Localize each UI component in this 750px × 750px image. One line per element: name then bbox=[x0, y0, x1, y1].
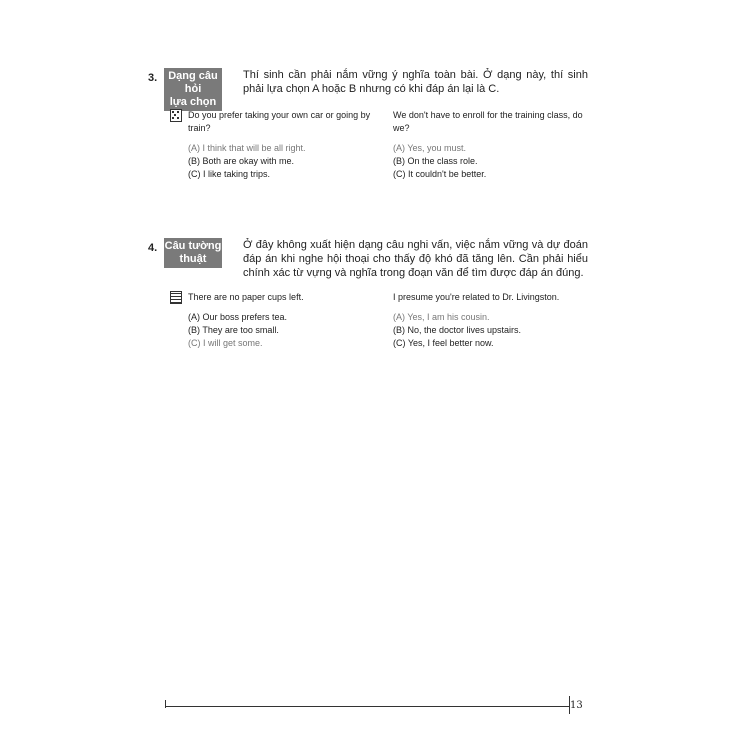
option-c: (C) It couldn't be better. bbox=[393, 169, 487, 179]
section-badge: Câu tường thuật bbox=[164, 238, 222, 268]
question-text: There are no paper cups left. bbox=[188, 292, 304, 302]
dice-icon bbox=[170, 109, 182, 122]
option-b: (B) On the class role. bbox=[393, 156, 478, 166]
section-badge: Dạng câu hỏi lựa chọn bbox=[164, 68, 222, 111]
option-c: (C) I will get some. bbox=[188, 338, 263, 348]
option-a: (A) Yes, I am his cousin. bbox=[393, 312, 490, 322]
option-a: (A) Yes, you must. bbox=[393, 143, 467, 153]
section-number: 4. bbox=[148, 242, 158, 254]
option-a: (A) Our boss prefers tea. bbox=[188, 312, 288, 322]
section-description: Ở đây không xuất hiện dạng câu nghi vấn, việc nắm vững và dự đoán đáp án khi nghe hội thoại cho thấy độ khó đã tăng lên. Cần phải hiểu chính xác từ vựng và nghĩa trong đoạn văn để tìm được đáp án đúng. bbox=[243, 239, 588, 279]
option-a: (A) I think that will be all right. bbox=[188, 143, 306, 153]
option-b: (B) Both are okay with me. bbox=[188, 156, 295, 166]
page-number: 13 bbox=[570, 700, 583, 711]
example-left bbox=[188, 291, 383, 350]
option-b: (B) They are too small. bbox=[188, 325, 279, 335]
example-left bbox=[188, 109, 383, 181]
option-c: (C) I like taking trips. bbox=[188, 169, 271, 179]
section-4 bbox=[148, 239, 588, 362]
question-text: We don't have to enroll for the training class, do we? bbox=[393, 110, 583, 133]
question-text: Do you prefer taking your own car or going by train? bbox=[188, 110, 371, 133]
example-right bbox=[393, 109, 588, 181]
footer-rule bbox=[165, 706, 569, 707]
section-number: 3. bbox=[148, 72, 158, 84]
option-b: (B) No, the doctor lives upstairs. bbox=[393, 325, 522, 335]
example-right bbox=[393, 291, 588, 350]
section-description: Thí sinh cần phải nắm vững ý nghĩa toàn bài. Ở dạng này, thí sinh phải lựa chọn A hoặc B nhưng có khi đáp án lại là C. bbox=[243, 69, 588, 95]
option-c: (C) Yes, I feel better now. bbox=[393, 338, 494, 348]
audio-icon bbox=[170, 291, 182, 304]
section-3 bbox=[148, 69, 588, 192]
question-text: I presume you're related to Dr. Livingston. bbox=[393, 292, 560, 302]
